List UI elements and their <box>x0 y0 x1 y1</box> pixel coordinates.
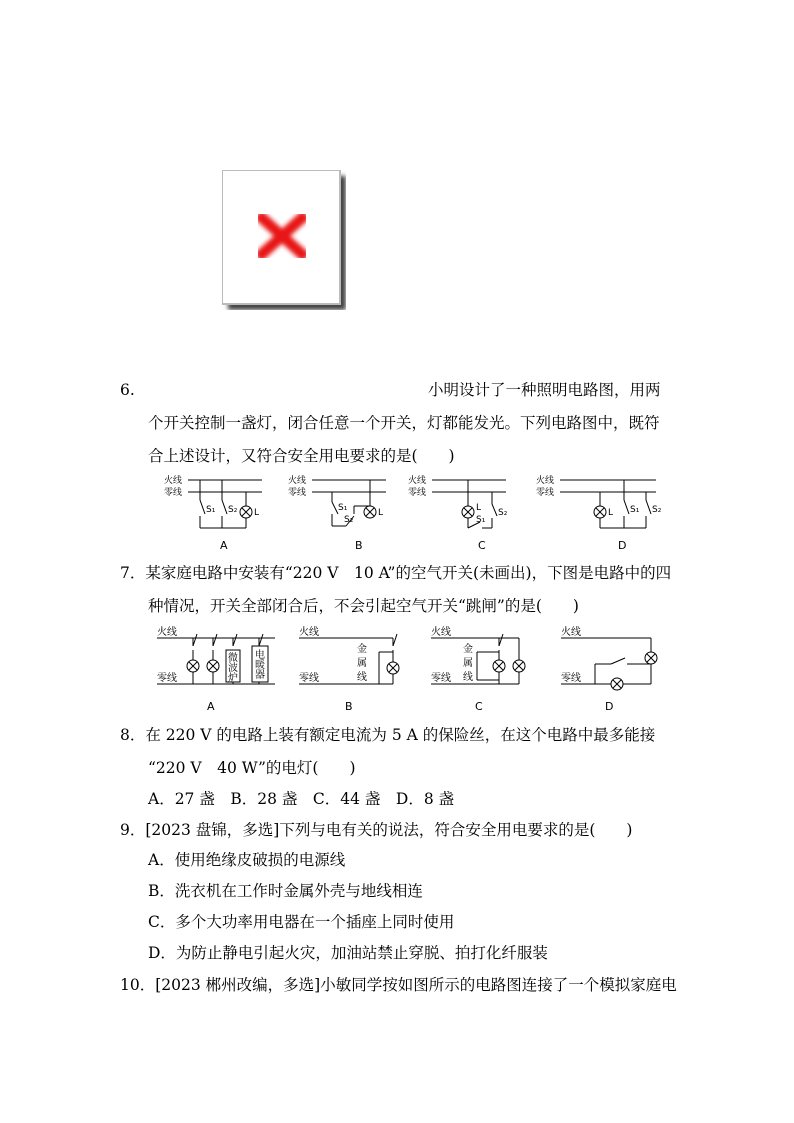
q6-b-neutral-label: 零线 <box>288 488 307 498</box>
q7-label-a: A <box>207 700 215 713</box>
q6-b-live-label: 火线 <box>288 476 307 486</box>
q6-label-a: A <box>220 539 228 552</box>
q6-c-s2: S₂ <box>498 508 508 518</box>
q6-a-neutral-label: 零线 <box>164 488 183 498</box>
q7-label-d: D <box>605 700 614 713</box>
q6-b-l: L <box>378 508 384 518</box>
q7-line-1: 7．某家庭电路中安装有“220 V 10 A”的空气开关(未画出)，下图是电路中的四 <box>120 564 672 582</box>
q6-number: 6. <box>120 381 135 399</box>
q7-d-live-label: 火线 <box>561 627 581 638</box>
q10-line-1: 10．[2023 郴州改编，多选]小敏同学按如图所示的电路图连接了一个模拟家庭电 <box>120 976 677 994</box>
q7-b-live-label: 火线 <box>299 627 319 638</box>
q7-d-neutral-label: 零线 <box>561 673 581 684</box>
q7-label-b: B <box>345 700 353 713</box>
q8-options: A．27 盏 B．28 盏 C．44 盏 D．8 盏 <box>148 790 455 808</box>
q7-c-neutral-label: 零线 <box>431 673 451 684</box>
q6-label-c: C <box>478 539 486 552</box>
q6-line-3: 合上述设计，又符合安全用电要求的是( ) <box>148 447 455 465</box>
q6-a-l: L <box>254 508 260 518</box>
q6-c-neutral-label: 零线 <box>408 488 427 498</box>
q9-option-b: B．洗衣机在工作时金属外壳与地线相连 <box>148 882 423 900</box>
q7-b-metal-1: 金 <box>357 644 367 655</box>
broken-image-placeholder <box>222 170 346 310</box>
q6-b-s1: S₁ <box>338 503 348 513</box>
q6-a-live-label: 火线 <box>164 476 183 486</box>
q9-stem: 9．[2023 盘锦，多选]下列与电有关的说法，符合安全用电要求的是( ) <box>120 821 633 839</box>
q7-c-metal-2: 属 <box>463 658 473 669</box>
q6-label-d: D <box>618 539 627 552</box>
q6-b-s2: S₂ <box>344 515 354 525</box>
q7-b-neutral-label: 零线 <box>299 673 319 684</box>
q6-d-l: L <box>608 508 614 518</box>
q6-d-neutral-label: 零线 <box>536 488 555 498</box>
q6-c-l: L <box>476 503 482 513</box>
q7-c-live-label: 火线 <box>431 627 451 638</box>
q7-microwave-2: 波 <box>228 663 238 674</box>
q8-line-2: “220 V 40 W”的电灯( ) <box>148 759 356 777</box>
q7-a-live-label: 火线 <box>157 627 177 638</box>
q8-line-1: 8．在 220 V 的电路上装有额定电流为 5 A 的保险丝，在这个电路中最多能接 <box>120 726 656 744</box>
q7-line-2: 种情况，开关全部闭合后，不会引起空气开关“跳闸”的是( ) <box>148 597 579 615</box>
q7-heater-1: 电 <box>255 650 265 661</box>
q6-c-live-label: 火线 <box>408 476 427 486</box>
q7-circuit-figures <box>155 620 665 718</box>
q6-a-s2: S₂ <box>228 505 238 515</box>
q6-label-b: B <box>355 539 363 552</box>
q7-a-neutral-label: 零线 <box>157 673 177 684</box>
q9-option-a: A．使用绝缘皮破损的电源线 <box>148 851 346 869</box>
q7-label-c: C <box>475 700 483 713</box>
q7-b-metal-2: 属 <box>357 658 367 669</box>
q6-line-1: 小明设计了一种照明电路图，用两 <box>428 381 661 399</box>
q6-circuit-figures <box>160 470 670 555</box>
q6-d-live-label: 火线 <box>536 476 555 486</box>
q6-a-s1: S₁ <box>206 505 216 515</box>
q7-microwave-3: 炉 <box>228 673 238 684</box>
q9-option-c: C．多个大功率用电器在一个插座上同时使用 <box>148 913 455 931</box>
q7-microwave-1: 微 <box>228 653 238 664</box>
q6-d-s2: S₂ <box>652 505 662 515</box>
broken-image-icon <box>222 170 346 310</box>
q7-c-metal-3: 线 <box>463 672 473 683</box>
q9-option-d: D．为防止静电引起火灾，加油站禁止穿脱、拍打化纤服装 <box>148 944 548 962</box>
q7-heater-2: 暖 <box>255 660 265 671</box>
q7-heater-3: 器 <box>255 670 265 681</box>
q6-d-s1: S₁ <box>630 505 640 515</box>
q6-c-s1: S₁ <box>476 515 486 525</box>
q6-line-2: 个开关控制一盏灯，闭合任意一个开关，灯都能发光。下列电路图中，既符 <box>148 414 660 432</box>
q7-b-metal-3: 线 <box>357 672 367 683</box>
q7-c-metal-1: 金 <box>463 644 473 655</box>
